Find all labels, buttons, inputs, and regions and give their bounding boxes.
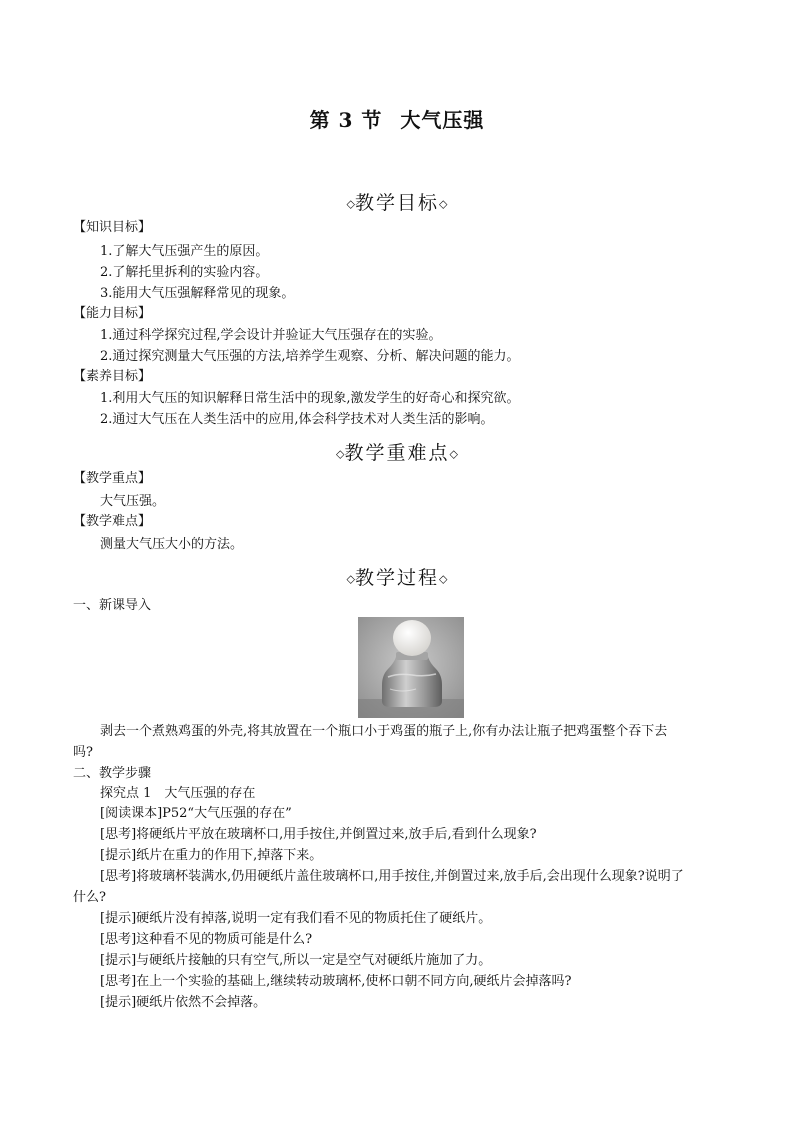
list-item: 2.通过大气压在人类生活中的应用,体会科学技术对人类生活的影响。 xyxy=(100,412,494,427)
list-item: 2.了解托里拆利的实验内容。 xyxy=(100,265,269,280)
intro-text: 剥去一个煮熟鸡蛋的外壳,将其放置在一个瓶口小于鸡蛋的瓶子上,你有办法让瓶子把鸡蛋整个吞下去 xyxy=(100,724,668,739)
list-item: 1.通过科学探究过程,学会设计并验证大气压强存在的实验。 xyxy=(100,328,442,343)
section-heading-process: ◇教学过程◇ xyxy=(346,567,448,589)
ability-goals-label: 【能力目标】 xyxy=(73,306,152,321)
section-heading-keypoints: ◇教学重难点◇ xyxy=(336,442,458,464)
title-name: 大气压强 xyxy=(400,108,485,132)
process-line: [阅读课本]P52“大气压强的存在” xyxy=(100,806,292,821)
focus-text: 大气压强。 xyxy=(100,494,166,509)
literacy-goals-label: 【素养目标】 xyxy=(73,369,152,384)
diamond-icon: ◇ xyxy=(336,447,345,461)
process-line: [提示]与硬纸片接触的只有空气,所以一定是空气对硬纸片施加了力。 xyxy=(100,953,492,968)
process-line: [提示]硬纸片没有掉落,说明一定有我们看不见的物质托住了硬纸片。 xyxy=(100,911,492,926)
explore-point-heading: 探究点 1 大气压强的存在 xyxy=(100,786,256,801)
process-line: [思考]将硬纸片平放在玻璃杯口,用手按住,并倒置过来,放手后,看到什么现象? xyxy=(100,827,537,842)
egg-on-bottle-photo xyxy=(358,617,464,718)
intro-heading: 一、新课导入 xyxy=(73,598,152,613)
diamond-icon: ◇ xyxy=(439,572,448,586)
process-line: [提示]纸片在重力的作用下,掉落下来。 xyxy=(100,848,323,863)
list-item: 1.利用大气压的知识解释日常生活中的现象,激发学生的好奇心和探究欲。 xyxy=(100,391,520,406)
diamond-icon: ◇ xyxy=(449,447,458,461)
list-item: 3.能用大气压强解释常见的现象。 xyxy=(100,286,295,301)
process-line: 什么? xyxy=(73,890,106,905)
focus-label: 【教学重点】 xyxy=(73,471,152,486)
intro-text-continued: 吗? xyxy=(73,745,93,760)
knowledge-goals-label: 【知识目标】 xyxy=(73,220,152,235)
list-item: 1.了解大气压强产生的原因。 xyxy=(100,244,269,259)
page-title xyxy=(0,104,794,133)
diamond-icon: ◇ xyxy=(439,197,448,211)
process-line: [思考]将玻璃杯装满水,仍用硬纸片盖住玻璃杯口,用手按住,并倒置过来,放手后,会出现什么现象?说明了 xyxy=(100,869,684,884)
list-item: 2.通过探究测量大气压强的方法,培养学生观察、分析、解决问题的能力。 xyxy=(100,349,520,364)
process-line: [提示]硬纸片依然不会掉落。 xyxy=(100,995,267,1010)
title-prefix: 第 3 节 xyxy=(309,108,383,132)
diamond-icon: ◇ xyxy=(346,572,355,586)
section-heading-goals: ◇教学目标◇ xyxy=(346,192,448,214)
process-line: [思考]在上一个实验的基础上,继续转动玻璃杯,使杯口朝不同方向,硬纸片会掉落吗? xyxy=(100,974,572,989)
diamond-icon: ◇ xyxy=(346,197,355,211)
difficulty-label: 【教学难点】 xyxy=(73,514,152,529)
steps-heading: 二、教学步骤 xyxy=(73,766,152,781)
difficulty-text: 测量大气压大小的方法。 xyxy=(100,537,244,552)
process-line: [思考]这种看不见的物质可能是什么? xyxy=(100,932,313,947)
